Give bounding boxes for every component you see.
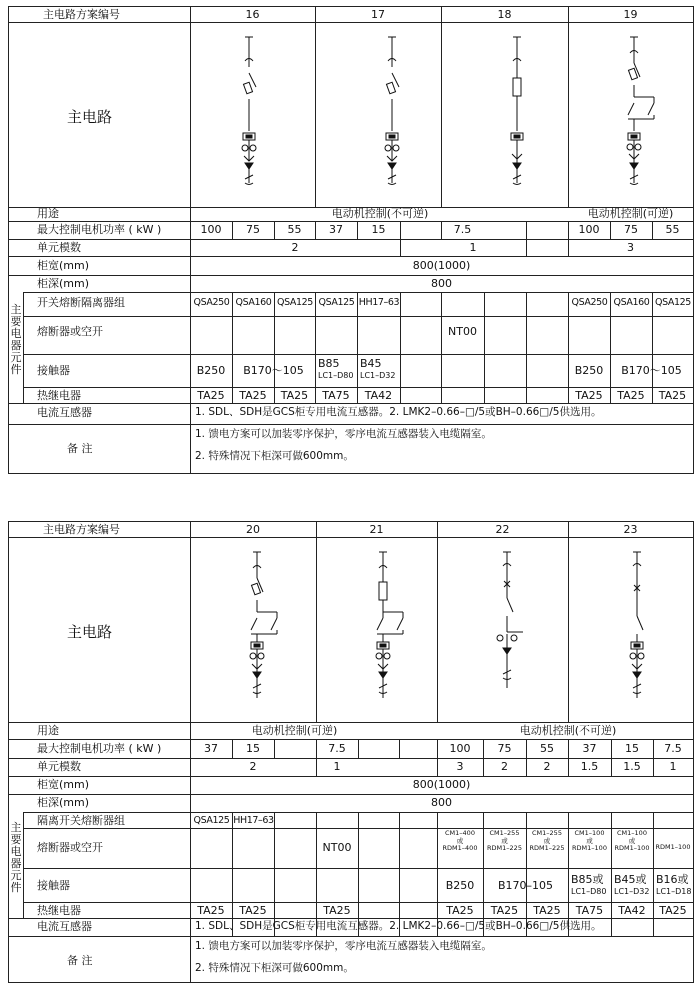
row-line bbox=[9, 221, 693, 222]
row-line bbox=[23, 292, 693, 293]
unit-modules-value: 2 bbox=[249, 760, 257, 773]
relay-value: TA42 bbox=[618, 904, 646, 917]
main-circuit-label: 主电路 bbox=[67, 108, 113, 126]
circuit-diagram-19 bbox=[568, 23, 693, 207]
components-group-label: 主 要 电 器 元 件 bbox=[10, 821, 22, 894]
circuit-diagram-17 bbox=[315, 23, 441, 207]
power-value: 37 bbox=[204, 742, 218, 755]
contactor-value: B16或 bbox=[656, 873, 689, 886]
relay-value: TA25 bbox=[239, 389, 267, 402]
ct-label: 电流互感器 bbox=[37, 406, 92, 419]
contactor-label: 接触器 bbox=[37, 364, 70, 377]
col-line bbox=[484, 292, 485, 403]
contactor-model: LC1–D32 bbox=[614, 887, 650, 896]
power-value: 75 bbox=[246, 223, 260, 236]
relay-value: TA75 bbox=[575, 904, 604, 917]
power-value: 7.5 bbox=[453, 223, 472, 236]
fuse-model: CM1–100 bbox=[617, 829, 647, 837]
unit-modules-value: 2 bbox=[543, 760, 551, 773]
power-value: 15 bbox=[625, 742, 639, 755]
unit-modules-label: 单元模数 bbox=[37, 760, 81, 773]
main-circuit-label: 主电路 bbox=[67, 623, 113, 641]
switch-value: HH17–63 bbox=[358, 297, 400, 308]
switch-value: QSA160 bbox=[613, 297, 650, 308]
col-line bbox=[23, 812, 24, 918]
row-line bbox=[23, 316, 693, 317]
row-line bbox=[23, 354, 693, 355]
col-line bbox=[526, 221, 527, 239]
remarks-label: 备 注 bbox=[67, 442, 93, 455]
fuse-stacked bbox=[526, 830, 568, 853]
col-line bbox=[399, 812, 400, 936]
col-line bbox=[399, 739, 400, 758]
components-group-label: 主 要 电 器 元 件 bbox=[10, 303, 22, 376]
relay-value: TA25 bbox=[617, 389, 645, 402]
switch-value: QSA250 bbox=[571, 297, 608, 308]
row-line bbox=[9, 424, 693, 425]
unit-modules-value: 1 bbox=[669, 760, 677, 773]
col-line bbox=[526, 292, 527, 403]
scheme-number-label: 主电路方案编号 bbox=[43, 523, 120, 536]
relay-value: TA25 bbox=[197, 389, 225, 402]
col-line bbox=[232, 812, 233, 936]
scheme-number: 23 bbox=[623, 523, 638, 536]
row-line bbox=[9, 722, 693, 723]
power-value: 100 bbox=[578, 223, 600, 236]
scheme-number-label: 主电路方案编号 bbox=[43, 8, 120, 21]
scheme-number: 18 bbox=[497, 8, 512, 21]
contactor-value: B250 bbox=[445, 879, 475, 892]
row-line bbox=[9, 739, 693, 740]
fuse-model: RDM1–225 bbox=[529, 844, 565, 852]
relay-value: TA42 bbox=[364, 389, 393, 402]
col-line bbox=[274, 812, 275, 936]
contactor-model: LC1–D18 bbox=[656, 887, 692, 896]
relay-value: TA25 bbox=[658, 389, 687, 402]
switch-value: HH17–63 bbox=[233, 815, 274, 826]
circuit-diagram-23 bbox=[568, 538, 693, 722]
unit-modules-value: 1 bbox=[333, 760, 341, 773]
cabinet-width-label: 柜宽(mm) bbox=[37, 778, 90, 791]
power-value: 55 bbox=[665, 223, 680, 236]
power-value: 100 bbox=[449, 742, 471, 755]
remark-line: 2. 特殊情况下柜深可做600mm。 bbox=[195, 962, 354, 974]
fuse-stacked bbox=[568, 830, 611, 853]
power-value: 7.5 bbox=[664, 742, 682, 755]
scheme-number: 16 bbox=[245, 8, 260, 21]
power-value: 55 bbox=[540, 742, 554, 755]
circuit-diagram-20 bbox=[190, 538, 316, 722]
cabinet-depth-label: 柜深(mm) bbox=[37, 796, 90, 809]
row-line bbox=[9, 794, 693, 795]
unit-modules-value: 2 bbox=[501, 760, 508, 773]
relay-value: TA25 bbox=[490, 904, 519, 917]
row-line bbox=[9, 758, 693, 759]
col-line bbox=[441, 292, 442, 403]
row-line bbox=[9, 403, 693, 404]
power-value: 75 bbox=[624, 223, 638, 236]
contactor-value: B170～105 bbox=[621, 364, 682, 377]
relay-value: TA75 bbox=[322, 389, 350, 402]
relay-value: TA25 bbox=[323, 904, 351, 917]
cabinet-depth-value: 800 bbox=[431, 796, 452, 809]
power-value: 37 bbox=[329, 223, 343, 236]
row-line bbox=[9, 239, 693, 240]
circuit-diagram-16 bbox=[190, 23, 315, 207]
fuse-model: CM1–255 bbox=[532, 829, 562, 837]
relay-value: TA25 bbox=[197, 904, 225, 917]
scheme-table-20-23 bbox=[8, 521, 694, 983]
fuse-or: 或 bbox=[456, 836, 464, 845]
fuse-stacked bbox=[483, 830, 526, 853]
ct-label: 电流互感器 bbox=[37, 920, 92, 933]
fuse-model: CM1–255 bbox=[489, 829, 520, 837]
scheme-table-16-19 bbox=[8, 6, 694, 474]
power-value: 75 bbox=[497, 742, 512, 755]
thermal-relay-label: 热继电器 bbox=[37, 389, 81, 402]
usage-value: 电动机控制(不可逆) bbox=[331, 207, 429, 220]
remark-line: 1. 馈电方案可以加装零序保护，零序电流互感器装入电缆隔室。 bbox=[195, 428, 492, 440]
fuse-value: NT00 bbox=[448, 325, 477, 338]
unit-modules-value: 2 bbox=[291, 241, 299, 254]
max-power-label: 最大控制电机功率 ( kW ) bbox=[37, 223, 162, 236]
contactor-value: B85或 bbox=[571, 873, 604, 886]
switch-value: QSA125 bbox=[277, 297, 313, 308]
max-power-label: 最大控制电机功率 ( kW ) bbox=[37, 742, 162, 755]
contactor-value: B250 bbox=[574, 364, 604, 377]
cabinet-width-value: 800(1000) bbox=[412, 778, 471, 791]
scheme-number: 17 bbox=[371, 8, 385, 21]
fuse-model: RDM1–100 bbox=[572, 844, 607, 852]
fuse-or: 或 bbox=[501, 836, 508, 845]
cabinet-width-value: 800(1000) bbox=[412, 259, 471, 272]
unit-modules-value: 1 bbox=[469, 241, 477, 254]
fuse-model: RDM1–100 bbox=[614, 844, 650, 852]
switch-value: QSA160 bbox=[235, 297, 272, 308]
scheme-number: 20 bbox=[246, 523, 260, 536]
scheme-number: 22 bbox=[495, 523, 510, 536]
fuse-model: RDM1–400 bbox=[442, 844, 478, 852]
circuit-diagram-21 bbox=[316, 538, 437, 722]
power-value: 55 bbox=[287, 223, 302, 236]
col-line bbox=[653, 812, 654, 936]
fuse-or: 或 bbox=[543, 836, 551, 845]
contactor-label: 接触器 bbox=[37, 879, 70, 892]
circuit-diagram-18 bbox=[441, 23, 568, 207]
cabinet-depth-label: 柜深(mm) bbox=[37, 277, 90, 290]
usage-value: 电动机控制(可逆) bbox=[587, 207, 674, 220]
contactor-value: B85 bbox=[318, 357, 340, 370]
relay-value: TA25 bbox=[280, 389, 309, 402]
thermal-relay-label: 热继电器 bbox=[37, 904, 81, 917]
ct-note: 1. SDL、SDH是GCS柜专用电流互感器。2. LMK2–0.66–□/5或BH–0.66□/5供选用。 bbox=[195, 920, 602, 932]
usage-value: 电动机控制(可逆) bbox=[251, 724, 338, 737]
fuse-breaker-label: 熔断器或空开 bbox=[37, 325, 103, 338]
col-line bbox=[358, 739, 359, 758]
col-line bbox=[316, 812, 317, 936]
switch-value: QSA250 bbox=[193, 297, 230, 308]
row-line bbox=[9, 275, 693, 276]
unit-modules-value: 3 bbox=[456, 760, 464, 773]
ct-note: 1. SDL、SDH是GCS柜专用电流互感器。2. LMK2–0.66–□/5或BH–0.66□/5供选用。 bbox=[195, 406, 602, 418]
isolating-switch-label: 隔离开关熔断器组 bbox=[37, 814, 125, 827]
switch-value: QSA125 bbox=[193, 815, 230, 826]
relay-value: TA25 bbox=[575, 389, 603, 402]
switch-fuse-label: 开关熔断隔离器组 bbox=[37, 296, 125, 309]
contactor-value: B250 bbox=[196, 364, 226, 377]
usage-label: 用途 bbox=[37, 207, 59, 220]
relay-value: TA25 bbox=[446, 904, 474, 917]
power-value: 15 bbox=[246, 742, 260, 755]
unit-modules-value: 1.5 bbox=[623, 760, 641, 773]
row-line bbox=[23, 387, 693, 388]
col-line bbox=[274, 739, 275, 758]
row-line bbox=[9, 776, 693, 777]
fuse-value: NT00 bbox=[322, 841, 352, 854]
cabinet-depth-value: 800 bbox=[431, 277, 452, 290]
col-line bbox=[526, 239, 527, 256]
switch-value: QSA125 bbox=[318, 297, 355, 308]
cabinet-width-label: 柜宽(mm) bbox=[37, 259, 90, 272]
relay-value: TA25 bbox=[659, 904, 687, 917]
power-value: 7.5 bbox=[328, 742, 346, 755]
remark-line: 1. 馈电方案可以加装零序保护，零序电流互感器装入电缆隔室。 bbox=[195, 940, 492, 952]
remarks-label: 备 注 bbox=[67, 954, 93, 967]
unit-modules-label: 单元模数 bbox=[37, 241, 81, 254]
col-line bbox=[400, 239, 401, 256]
unit-modules-value: 3 bbox=[627, 241, 634, 254]
scheme-number: 21 bbox=[369, 523, 384, 536]
circuit-diagram-22 bbox=[437, 538, 568, 722]
contactor-value: B45或 bbox=[614, 873, 647, 886]
col-line bbox=[358, 812, 359, 936]
usage-value: 电动机控制(不可逆) bbox=[519, 724, 617, 737]
unit-modules-value: 1.5 bbox=[580, 760, 599, 773]
contactor-value: B170～105 bbox=[243, 364, 304, 377]
col-line bbox=[23, 292, 24, 403]
contactor-value: B45 bbox=[360, 357, 382, 370]
remark-line: 2. 特殊情况下柜深可做600mm。 bbox=[195, 450, 354, 462]
fuse-or: 或 bbox=[586, 836, 593, 845]
contactor-model: LC1–D80 bbox=[571, 887, 607, 896]
fuse-model: CM1–100 bbox=[574, 829, 605, 837]
fuse-model: RDM1–100 bbox=[655, 843, 691, 851]
fuse-breaker-label: 熔断器或空开 bbox=[37, 841, 103, 854]
power-value: 100 bbox=[200, 223, 222, 236]
switch-value: QSA125 bbox=[655, 297, 691, 308]
relay-value: TA25 bbox=[533, 904, 561, 917]
fuse-model: RDM1–225 bbox=[487, 844, 522, 852]
contactor-value: B170–105 bbox=[497, 879, 554, 892]
col-line bbox=[400, 221, 401, 239]
power-value: 15 bbox=[371, 223, 386, 236]
fuse-stacked bbox=[437, 830, 483, 853]
contactor-model: LC1–D32 bbox=[360, 371, 396, 380]
row-line bbox=[9, 936, 693, 937]
fuse-model: CM1–400 bbox=[445, 829, 475, 837]
relay-value: TA25 bbox=[239, 904, 267, 917]
fuse-or: 或 bbox=[628, 836, 636, 845]
row-line bbox=[9, 256, 693, 257]
contactor-model: LC1–D80 bbox=[318, 371, 354, 380]
scheme-number: 19 bbox=[623, 8, 638, 21]
usage-label: 用途 bbox=[37, 724, 59, 737]
row-line bbox=[9, 918, 693, 919]
fuse-stacked bbox=[611, 830, 653, 853]
power-value: 37 bbox=[582, 742, 597, 755]
